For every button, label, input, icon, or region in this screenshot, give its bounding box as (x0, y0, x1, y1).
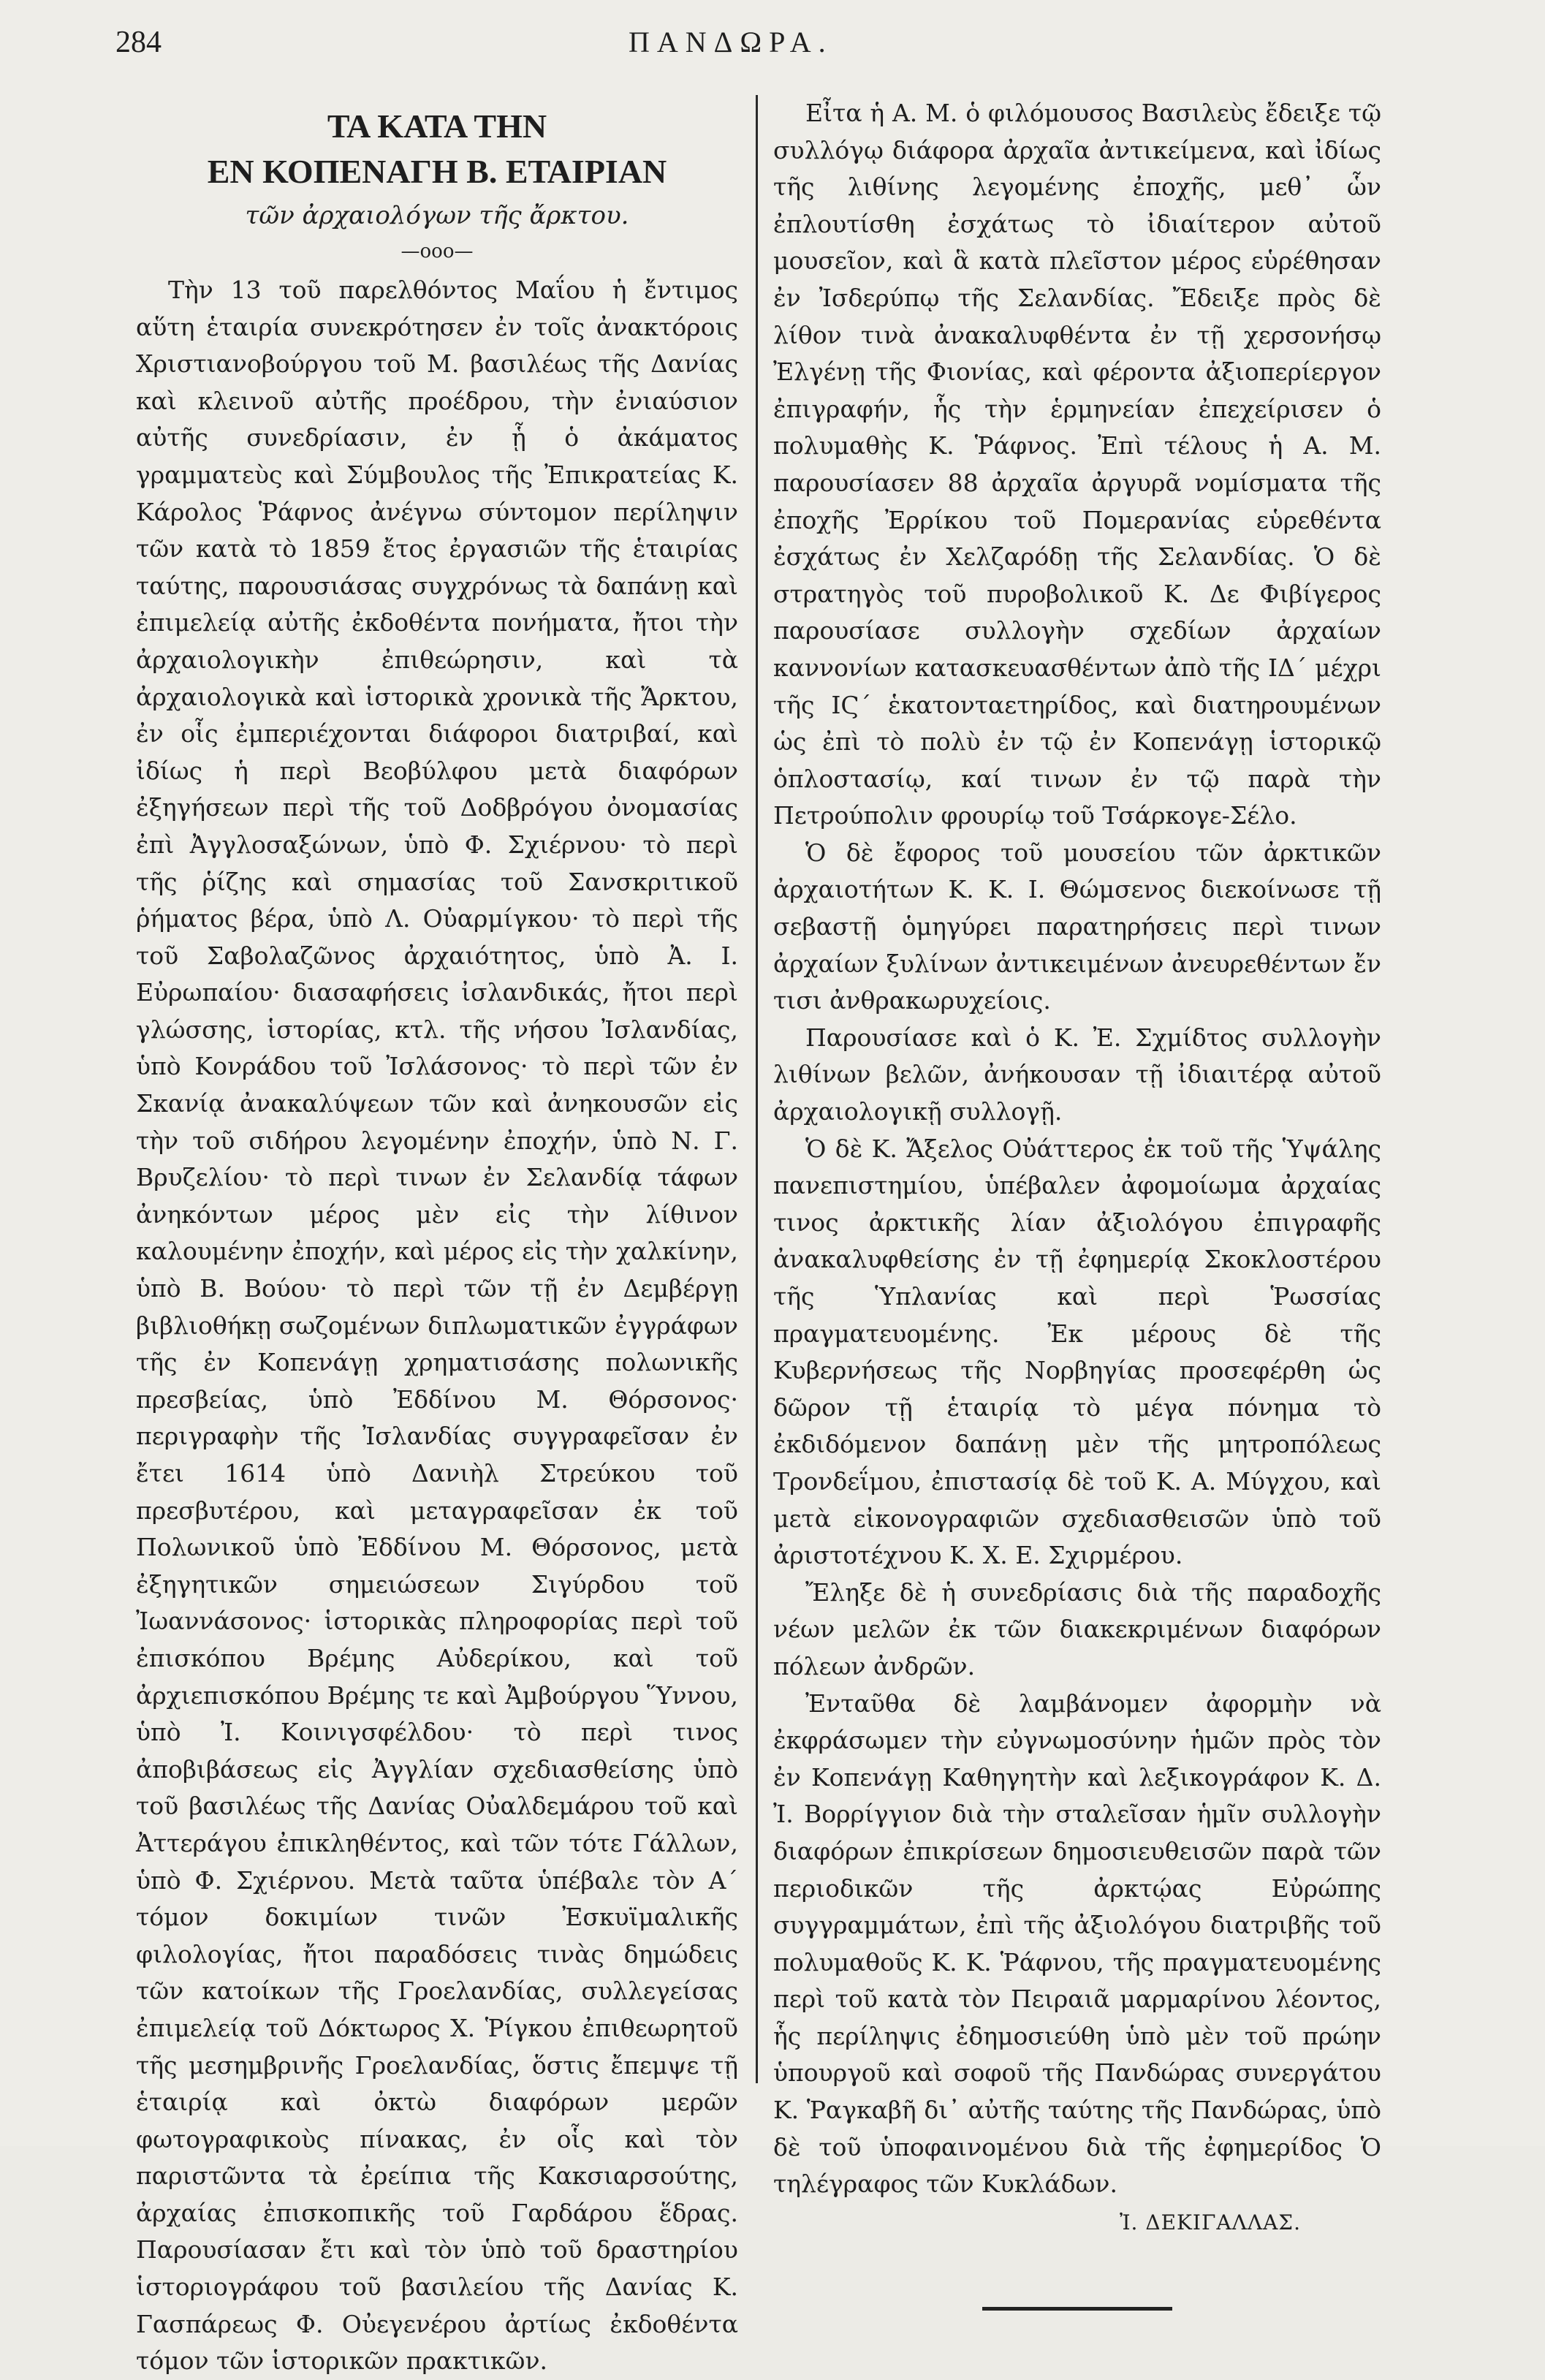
right-column (773, 95, 1381, 2311)
article-title-line-2: ΕΝ ΚΟΠΕΝΑΓΗ Β. ΕΤΑΙΡΙΑΝ (207, 153, 667, 190)
column-divider (756, 95, 758, 2083)
end-rule (982, 2307, 1172, 2311)
left-column (136, 95, 738, 2380)
article-title-line-1: ΤΑ ΚΑΤΑ ΤΗΝ (327, 107, 547, 145)
page-number: 284 (115, 26, 162, 59)
right-paragraph: Ὁ δὲ ἔφορος τοῦ μουσείου τῶν ἀρκτικῶν ἀρχαιοτήτων Κ. Κ. Ι. Θώμσενος διεκοίνωσε τῇ σεβαστῇ ὁμηγύρει παρατηρήσεις περὶ τινων ἀρχαίων ξυλίνων ἀντικειμένων ἀνευρεθέντων ἔν τισι ἀνθρακωρυχείοις. (773, 838, 1381, 1015)
article-subtitle: τῶν ἀρχαιολόγων τῆς ἄρκτου. (245, 201, 629, 230)
left-paragraph: Τὴν 13 τοῦ παρελθόντος Μαΐου ἡ ἔντιμος αὕτη ἑταιρία συνεκρότησεν ἐν τοῖς ἀνακτόροις Χριστιανοβούργου τοῦ Μ. βασιλέως τῆς Δανίας καὶ κλεινοῦ αὐτῆς προέδρου, τὴν ἐνιαύσιον αὐτῆς συνεδρίασιν, ἐν ᾗ ὁ ἀκάματος γραμματεὺς καὶ Σύμβουλος τῆς Ἐπικρατείας Κ. Κάρολος Ῥάφνος ἀνέγνω σύντομον περίληψιν τῶν κατὰ τὸ 1859 ἔτος ἐργασιῶν τῆς ἑταιρίας ταύτης, παρουσιάσας συγχρόνως τὰ δαπάνῃ καὶ ἐπιμελείᾳ αὐτῆς ἐκδοθέντα πονήματα, ἤτοι τὴν ἀρχαιολογικὴν ἐπιθεώρησιν, καὶ τὰ ἀρχαιολογικὰ καὶ ἱστορικὰ χρονικὰ τῆς Ἄρκτου, ἐν οἷς ἐμπεριέχονται διάφοροι διατριβαί, καὶ ἰδίως ἡ περὶ Βεοβύλφου μετὰ διαφόρων ἐξηγήσεων περὶ τῆς τοῦ Δοδβρόγου ὀνομασίας ἐπὶ Ἀγγλοσαξώνων, ὑπὸ Φ. Σχιέρνου· τὸ περὶ τῆς ῥίζης καὶ σημασίας τοῦ Σανσκριτικοῦ ῥήματος βέρα, ὑπὸ Λ. Οὐαρμίγκου· τὸ περὶ τῆς τοῦ Σαβολαζῶνος ἀρχαιότητος, ὑπὸ Ἀ. Ι. Εὐρωπαίου· διασαφήσεις ἰσλανδικάς, ἤτοι περὶ γλώσσης, ἱστορίας, κτλ. τῆς νήσου Ἰσλανδίας, ὑπὸ Κονράδου τοῦ Ἰσλάσονος· τὸ περὶ τῶν ἐν Σκανίᾳ ἀνακαλύψεων τῶν καὶ ἀνηκουσῶν εἰς τὴν τοῦ σιδήρου λεγομένην ἐποχήν, ὑπὸ Ν. Γ. Βρυζελίου· τὸ περὶ τινων ἐν Σελανδίᾳ τάφων ἀνηκόντων μέρος μὲν εἰς τὴν λίθινον καλουμένην ἐποχήν, καὶ μέρος εἰς τὴν χαλκίνην, ὑπὸ Β. Βούου· τὸ περὶ τῶν τῇ ἐν Δεμβέργῃ βιβλιοθήκῃ σωζομένων διπλωματικῶν ἐγγράφων τῆς ἐν Κοπενάγῃ χρηματισάσης πολωνικῆς πρεσβείας, ὑπὸ Ἐδδίνου Μ. Θόρσονος· περιγραφὴν τῆς Ἰσλανδίας συγγραφεῖσαν ἐν ἔτει 1614 ὑπὸ Δανιὴλ Στρεύκου τοῦ πρεσβυτέρου, καὶ μεταγραφεῖσαν ἐκ τοῦ Πολωνικοῦ ὑπὸ Ἐδδίνου Μ. Θόρσονος, μετὰ ἐξηγητικῶν σημειώσεων Σιγύρδου τοῦ Ἰωαννάσονος· ἱστορικὰς πληροφορίας περὶ τοῦ ἐπισκόπου Βρέμης Αὐδερίκου, καὶ τοῦ ἀρχιεπισκόπου Βρέμης τε καὶ Ἀμβούργου Ὕννου, ὑπὸ Ἰ. Κοινιγσφέλδου· τὸ περὶ τινος ἀποβιβάσεως εἰς Ἀγγλίαν σχεδιασθείσης ὑπὸ τοῦ βασιλέως τῆς Δανίας Οὐαλδεμάρου τοῦ καὶ Ἀττεράγου ἐπικληθέντος, καὶ τῶν τότε Γάλλων, ὑπὸ Φ. Σχιέρνου. Μετὰ ταῦτα ὑπέβαλε τὸν Α΄ τόμον δοκιμίων τινῶν Ἐσκυϊμαλικῆς φιλολογίας, ἤτοι παραδόσεις τινὰς δημώδεις τῶν κατοίκων τῆς Γροελανδίας, συλλεγείσας ἐπιμελείᾳ τοῦ Δόκτωρος Χ. Ῥίγκου ἐπιθεωρητοῦ τῆς μεσημβρινῆς Γροελανδίας, ὅστις ἔπεμψε τῇ ἑταιρίᾳ καὶ ὀκτὼ διαφόρων μερῶν φωτογραφικοὺς πίνακας, ἐν οἷς καὶ τὸν παριστῶντα τὰ ἐρείπια τῆς Κακσιαρσούτης, ἀρχαίας ἐπισκοπικῆς τοῦ Γαρδάρου ἕδρας. Παρουσίασαν ἔτι καὶ τὸν ὑπὸ τοῦ δραστηρίου ἱστοριογράφου τοῦ βασιλείου τῆς Δανίας Κ. Γασπάρεως Φ. Οὐεγενέρου ἀρτίως ἐκδοθέντα τόμον τῶν ἱστορικῶν πρακτικῶν. (136, 276, 738, 2376)
right-paragraph: Εἶτα ἡ Α. Μ. ὁ φιλόμουσος Βασιλεὺς ἔδειξε τῷ συλλόγῳ διάφορα ἀρχαῖα ἀντικείμενα, καὶ ἰδίως τῆς λιθίνης λεγομένης ἐποχῆς, μεθ᾽ ὧν ἐπλουτίσθη ἐσχάτως τὸ ἰδιαίτερον αὐτοῦ μουσεῖον, καὶ ἃ κατὰ πλεῖστον μέρος εὑρέθησαν ἐν Ἰσδερύπῳ τῆς Σελανδίας. Ἔδειξε πρὸς δὲ λίθον τινὰ ἀνακαλυφθέντα ἐν τῇ χερσονήσῳ Ἐλγένῃ τῆς Φιονίας, καὶ φέροντα ἀξιοπερίεργον ἐπιγραφήν, ἧς τὴν ἑρμηνείαν ἐπεχείρισεν ὁ πολυμαθὴς Κ. Ῥάφνος. Ἐπὶ τέλους ἡ Α. Μ. παρουσίασεν 88 ἀρχαῖα ἀργυρᾶ νομίσματα τῆς ἐποχῆς Ἐρρίκου τοῦ Πομερανίας εὑρεθέντα ἐσχάτως ἐν Χελζαρόδῃ τῆς Σελανδίας. Ὁ δὲ στρατηγὸς τοῦ πυροβολικοῦ Κ. Δε Φιβίγερος παρουσίασε συλλογὴν σχεδίων ἀρχαίων καννονίων κατασκευασθέντων ἀπὸ τῆς ΙΔ΄ μέχρι τῆς ΙϚ΄ ἑκατονταετηρίδος, καὶ διατηρουμένων ὡς ἐπὶ τὸ πολὺ ἐν τῷ ἐν Κοπενάγῃ ἱστορικῷ ὁπλοστασίῳ, καί τινων ἐν τῷ παρὰ τὴν Πετρούπολιν φρουρίῳ τοῦ Τσάρκογε-Σέλο. (773, 99, 1381, 830)
article-title (136, 104, 738, 194)
right-paragraph: Παρουσίασε καὶ ὁ Κ. Ἐ. Σχμίδτος συλλογὴν λιθίνων βελῶν, ἀνήκουσαν τῇ ἰδιαιτέρᾳ αὐτοῦ ἀρχαιολογικῇ συλλογῇ. (773, 1023, 1381, 1126)
right-paragraph: Ὁ δὲ Κ. Ἄξελος Οὐάττερος ἐκ τοῦ τῆς Ὑψάλης πανεπιστημίου, ὑπέβαλεν ἀφομοίωμα ἀρχαίας τινος ἀρκτικῆς λίαν ἀξιολόγου ἐπιγραφῆς ἀνακαλυφθείσης ἐν τῇ ἐφημερίᾳ Σκοκλοστέρου τῆς Ὑπλανίας καὶ περὶ Ῥωσσίας πραγματευομένης. Ἐκ μέρους δὲ τῆς Κυβερνήσεως τῆς Νορβηγίας προσεφέρθη ὡς δῶρον τῇ ἑταιρίᾳ τὸ μέγα πόνημα τὸ ἐκδιδόμενον δαπάνῃ μὲν τῆς μητροπόλεως Τρονδεΐμου, ἐπιστασίᾳ δὲ τοῦ Κ. Α. Μύγχου, καὶ μετὰ εἰκονογραφιῶν σχεδιασθεισῶν ὑπὸ τοῦ ἀριστοτέχνου Κ. Χ. Ε. Σχιρμέρου. (773, 1134, 1381, 1570)
right-paragraph: Ἐνταῦθα δὲ λαμβάνομεν ἀφορμὴν νὰ ἐκφράσωμεν τὴν εὐγνωμοσύνην ἡμῶν πρὸς τὸν ἐν Κοπενάγῃ Καθηγητὴν καὶ λεξικογράφον Κ. Δ. Ἰ. Βορρίγγιον διὰ τὴν σταλεῖσαν ἡμῖν συλλογὴν διαφόρων ἐπικρίσεων δημοσιευθεισῶν παρὰ τῶν περιοδικῶν τῆς ἀρκτῴας Εὐρώπης συγγραμμάτων, ἐπὶ τῆς ἀξιολόγου διατριβῆς τοῦ πολυμαθοῦς Κ. Κ. Ῥάφνου, τῆς πραγματευομένης περὶ τοῦ κατὰ τὸν Πειραιᾶ μαρμαρίνου λέοντος, ἧς περίληψις ἐδημοσιεύθη ὑπὸ μὲν τοῦ πρώην ὑπουργοῦ καὶ σοφοῦ τῆς Πανδώρας συνεργάτου Κ. Ῥαγκαβῆ δι᾽ αὐτῆς ταύτης τῆς Πανδώρας, ὑπὸ δὲ τοῦ ὑποφαινομένου διὰ τῆς ἐφημερίδος Ὁ τηλέγραφος τῶν Κυκλάδων. (773, 1689, 1381, 2199)
author-signature: Ἰ. ΔΕΚΙΓΑΛΛΑΣ. (1119, 2210, 1301, 2235)
running-title: ΠΑΝΔΩΡΑ. (629, 26, 833, 58)
right-paragraph: Ἔληξε δὲ ἡ συνεδρίασις διὰ τῆς παραδοχῆς νέων μελῶν ἐκ τῶν διακεκριμένων διαφόρων πόλεων ἀνδρῶν. (773, 1577, 1381, 1680)
title-separator: —οοο— (401, 240, 474, 262)
